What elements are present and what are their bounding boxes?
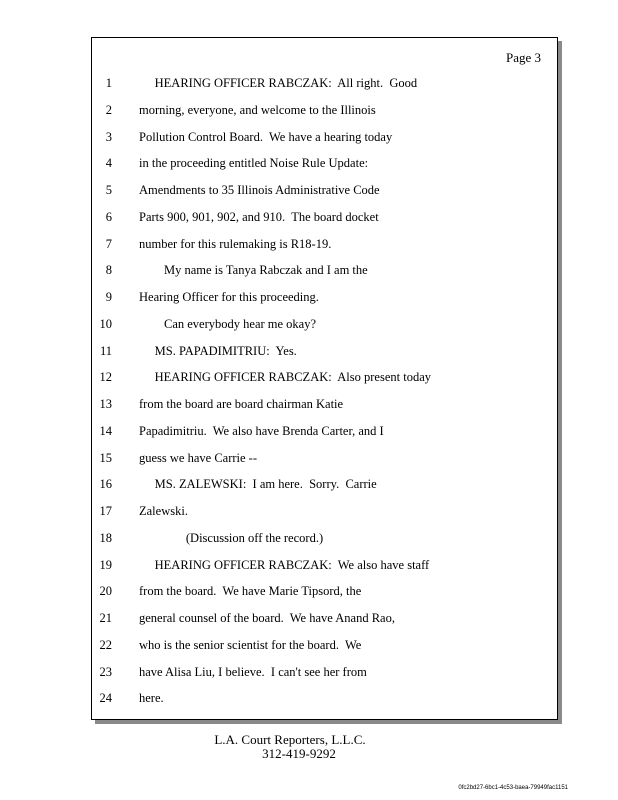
transcript-line <box>92 529 557 547</box>
line-text: Hearing Officer for this proceeding. <box>139 290 319 304</box>
line-number: 3 <box>105 129 112 144</box>
transcript-line <box>92 181 557 199</box>
document-id: 0fc2bd27-6bc1-4c53-baea-79949fac1151 <box>458 785 568 791</box>
line-text: Parts 900, 901, 902, and 910. The board docket <box>139 209 379 224</box>
footer-company: L.A. Court Reporters, L.L.C. <box>214 732 366 747</box>
transcript-line <box>92 395 557 413</box>
transcript-line <box>92 582 557 600</box>
line-text: morning, everyone, and welcome to the Illinois <box>139 102 376 117</box>
line-number: 4 <box>105 156 112 171</box>
line-text: Can everybody hear me okay? <box>139 316 317 331</box>
line-text: MS. PAPADIMITRIU: Yes. <box>139 343 297 358</box>
line-text: Papadimitriu. We also have Brenda Carter, and I <box>139 423 384 438</box>
transcript-line <box>92 475 557 493</box>
line-number: 2 <box>105 102 112 117</box>
transcript-line <box>92 128 557 146</box>
transcript-line <box>92 235 557 253</box>
line-number: 22 <box>99 637 112 652</box>
line-text: in the proceeding entitled Noise Rule Update: <box>139 156 369 171</box>
line-number: 24 <box>99 691 112 706</box>
line-text: MS. ZALEWSKI: I am here. Sorry. Carrie <box>139 477 377 492</box>
line-number: 21 <box>99 611 112 625</box>
line-text: (Discussion off the record.) <box>139 530 324 545</box>
line-number: 15 <box>99 450 112 465</box>
transcript-line <box>92 368 557 386</box>
transcript-line <box>92 502 557 520</box>
line-number: 6 <box>105 209 112 224</box>
transcript-line <box>92 315 557 333</box>
line-text: here. <box>139 691 164 706</box>
line-text: Zalewski. <box>139 504 188 518</box>
transcript-line <box>92 342 557 360</box>
transcript-page <box>91 37 558 720</box>
line-number: 18 <box>99 530 112 545</box>
transcript-line <box>92 449 557 467</box>
line-number: 12 <box>99 370 112 385</box>
line-number: 19 <box>99 557 112 572</box>
footer-phone: 312-419-9292 <box>262 746 336 761</box>
transcript-line <box>92 154 557 172</box>
page-number: Page 3 <box>505 50 541 65</box>
line-text: general counsel of the board. We have Anand Rao, <box>139 611 395 625</box>
transcript-line <box>92 689 557 707</box>
transcript-line <box>92 663 557 681</box>
line-number: 9 <box>105 290 112 304</box>
transcript-line <box>92 208 557 226</box>
transcript-line <box>92 422 557 440</box>
transcript-line <box>92 261 557 279</box>
transcript-line <box>92 101 557 119</box>
line-number: 23 <box>99 664 112 679</box>
transcript-line <box>92 636 557 654</box>
line-text: HEARING OFFICER RABCZAK: Also present today <box>139 370 432 385</box>
line-number: 14 <box>99 423 112 438</box>
line-number: 7 <box>105 236 112 251</box>
line-text: from the board. We have Marie Tipsord, the <box>139 584 362 599</box>
footer <box>0 733 580 761</box>
transcript-line <box>92 74 557 92</box>
line-text: Amendments to 35 Illinois Administrative Code <box>139 183 380 197</box>
line-text: HEARING OFFICER RABCZAK: We also have staff <box>139 557 430 572</box>
transcript-line <box>92 288 557 306</box>
line-number: 5 <box>105 183 112 197</box>
line-text: from the board are board chairman Katie <box>139 397 344 411</box>
line-number: 1 <box>105 76 112 90</box>
line-text: HEARING OFFICER RABCZAK: All right. Good <box>139 76 418 90</box>
line-number: 8 <box>105 263 112 278</box>
line-number: 10 <box>99 316 112 331</box>
line-text: who is the senior scientist for the board. We <box>139 637 362 652</box>
line-number: 17 <box>99 504 112 518</box>
line-text: number for this rulemaking is R18-19. <box>139 236 332 251</box>
line-number: 16 <box>99 477 112 492</box>
line-text: have Alisa Liu, I believe. I can't see her from <box>139 664 367 679</box>
line-text: Pollution Control Board. We have a hearing today <box>139 129 393 144</box>
line-text: My name is Tanya Rabczak and I am the <box>139 263 368 278</box>
transcript-line <box>92 556 557 574</box>
line-text: guess we have Carrie -- <box>139 450 258 465</box>
line-number: 11 <box>99 343 112 358</box>
line-number: 20 <box>99 584 112 599</box>
transcript-line <box>92 609 557 627</box>
line-number: 13 <box>99 397 112 411</box>
